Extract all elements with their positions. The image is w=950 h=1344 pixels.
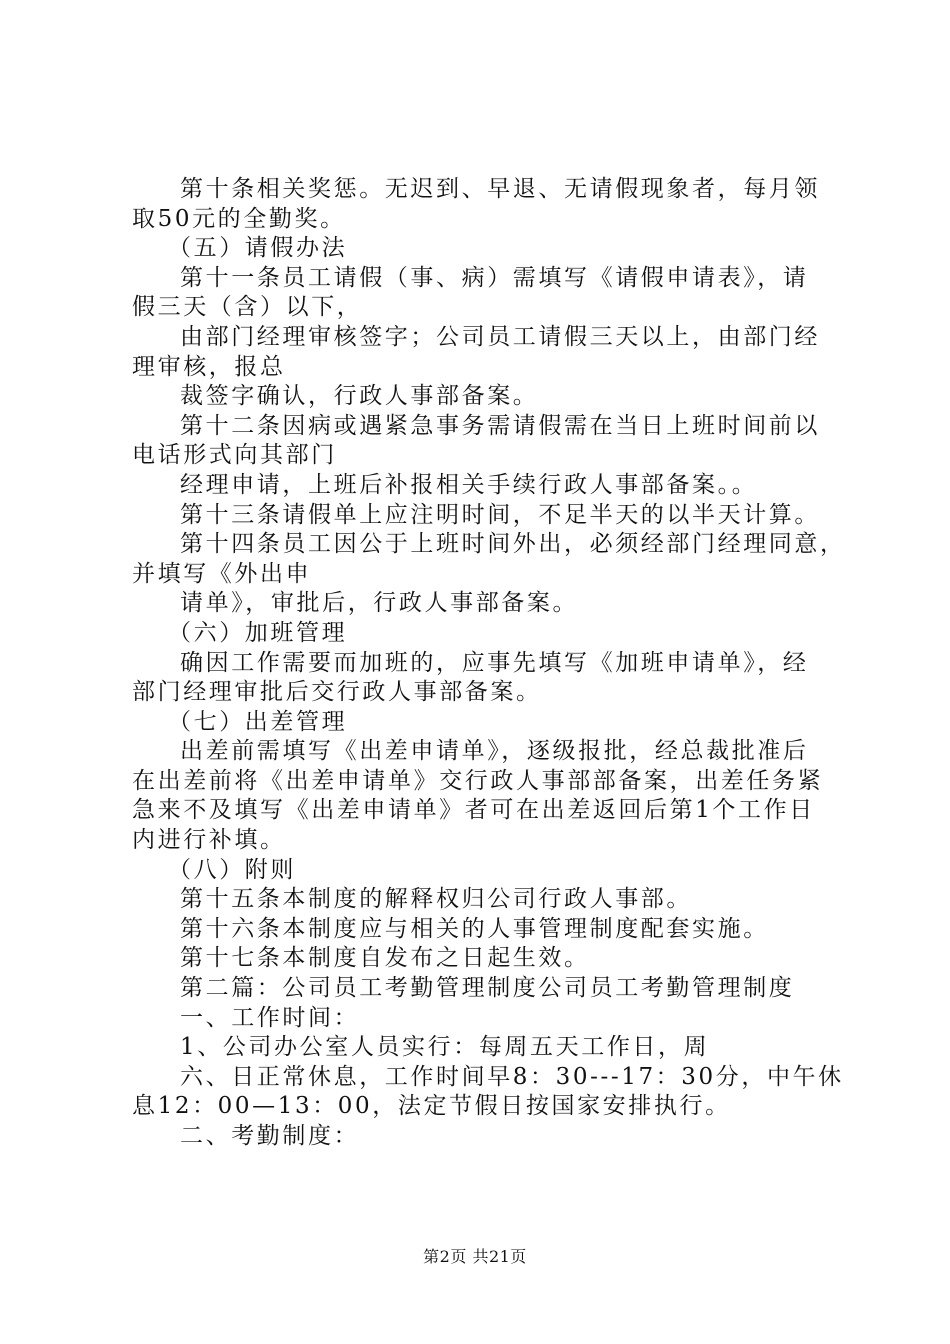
section-heading: （六）加班管理 [168, 619, 348, 646]
section-heading: （五）请假办法 [168, 235, 348, 262]
text-line: 由部门经理审核签字；公司员工请假三天以上，由部门经 [180, 323, 820, 350]
text-line: 第十条相关奖惩。无迟到、早退、无请假现象者，每月领 [180, 176, 820, 202]
section-heading: （八）附则 [168, 856, 296, 883]
text-line: 部门经理审批后交行政人事部备案。 [132, 679, 542, 706]
document-body [132, 175, 846, 1152]
text-line: 取50元的全勤奖。 [132, 205, 346, 232]
text-line: 裁签字确认，行政人事部备案。 [180, 383, 539, 410]
text-line: 请单》，审批后，行政人事部备案。 [180, 590, 579, 617]
text-line: 内进行补填。 [132, 827, 286, 854]
text-line: 假三天（含）以下， [132, 294, 363, 321]
text-line: 第十二条因病或遇紧急事务需请假需在当日上班时间前以 [180, 412, 820, 439]
text-line: 电话形式向其部门 [132, 442, 337, 469]
text-line: 1、公司办公室人员实行：每周五天工作日，周 [180, 1034, 710, 1061]
text-line: 第十七条本制度自发布之日起生效。 [180, 945, 590, 972]
text-line: 理审核，报总 [132, 353, 286, 380]
text-line: 一、工作时间： [180, 1004, 360, 1031]
text-line: 息12：00—13：00，法定节假日按国家安排执行。 [132, 1093, 731, 1120]
section-heading: （七）出差管理 [168, 708, 348, 735]
text-line: 二、考勤制度： [180, 1123, 360, 1149]
text-line: 第十四条员工因公于上班时间外出，必须经部门经理同意， [180, 531, 846, 558]
text-line: 第十一条员工请假（事、病）需填写《请假申请表》，请 [180, 264, 809, 291]
text-line: 第十六条本制度应与相关的人事管理制度配套实施。 [180, 915, 769, 942]
text-line: 六、日正常休息，工作时间早8：30---17：30分，中午休 [180, 1063, 844, 1090]
text-line: 第二篇：公司员工考勤管理制度公司员工考勤管理制度 [180, 975, 795, 1002]
text-line: 经理申请，上班后补报相关手续行政人事部备案。。 [180, 471, 758, 498]
text-line: 出差前需填写《出差申请单》，逐级报批，经总裁批准后 [180, 738, 809, 765]
text-line: 急来不及填写《出差申请单》者可在出差返回后第1个工作日 [132, 797, 815, 824]
page-footer: 第2页 共21页 [423, 1247, 527, 1266]
text-line: 第十五条本制度的解释权归公司行政人事部。 [180, 886, 692, 913]
text-line: 确因工作需要而加班的，应事先填写《加班申请单》，经 [180, 649, 809, 676]
text-line: 在出差前将《出差申请单》交行政人事部部备案，出差任务紧 [132, 767, 824, 794]
text-line: 并填写《外出申 [132, 560, 312, 587]
text-line: 第十三条请假单上应注明时间，不足半天的以半天计算。 [180, 501, 820, 528]
